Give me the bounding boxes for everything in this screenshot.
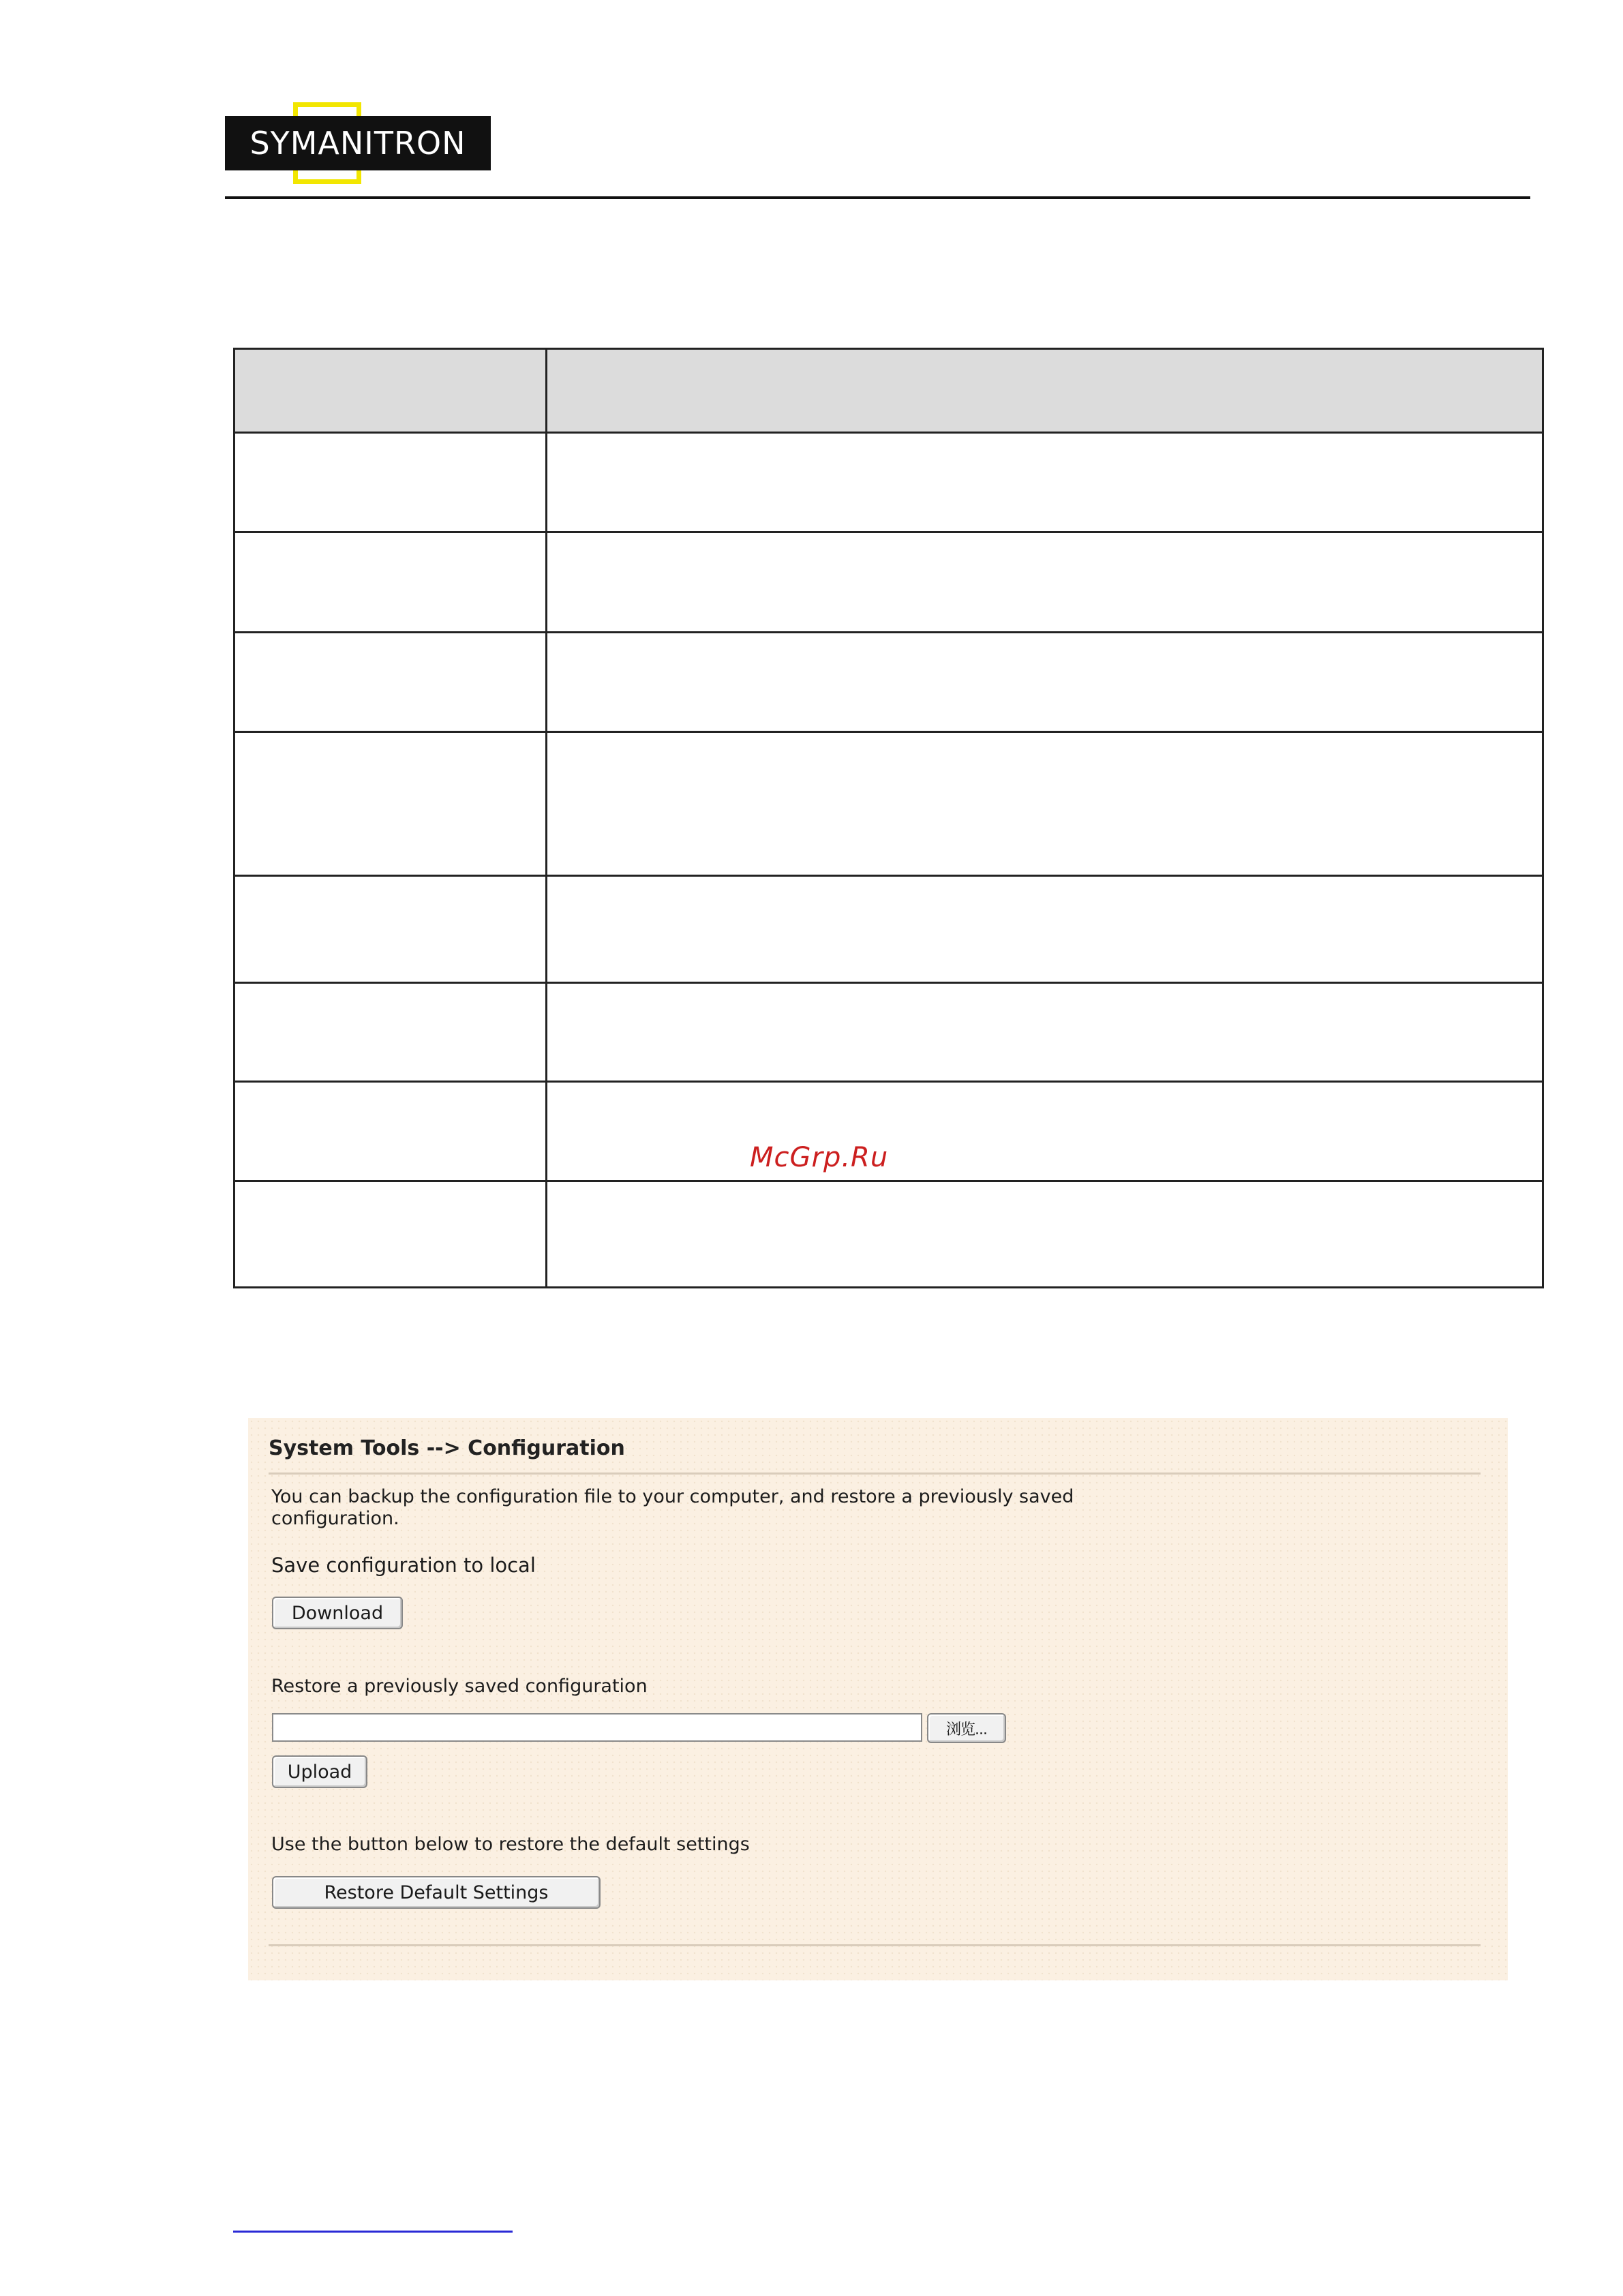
table-row xyxy=(234,732,1543,876)
symanitron-logo xyxy=(225,102,491,184)
logo-text: SYMANITRON xyxy=(249,125,466,162)
table-cell xyxy=(234,732,547,876)
table-cell xyxy=(547,1081,1543,1181)
panel-title: System Tools --> Configuration xyxy=(269,1436,625,1460)
table-row xyxy=(234,982,1543,1081)
download-button[interactable]: Download xyxy=(272,1597,403,1629)
parameter-table xyxy=(233,348,1544,1288)
table-cell xyxy=(234,632,547,732)
panel-divider-top xyxy=(269,1472,1481,1475)
table-header-cell-2 xyxy=(547,349,1543,433)
table-row xyxy=(234,876,1543,983)
table-cell xyxy=(234,1181,547,1288)
table-row xyxy=(234,632,1543,732)
footer-link-underline[interactable] xyxy=(233,2231,513,2233)
logo-black-bar xyxy=(225,116,491,170)
configuration-panel xyxy=(248,1418,1508,1980)
config-file-input[interactable] xyxy=(272,1713,922,1742)
header-divider xyxy=(225,196,1530,199)
table-header-row xyxy=(234,349,1543,433)
table-row xyxy=(234,1181,1543,1288)
table-header-cell-1 xyxy=(234,349,547,433)
table-cell xyxy=(547,532,1543,633)
panel-divider-bottom xyxy=(269,1944,1481,1946)
table-cell xyxy=(547,432,1543,532)
restore-default-label: Use the button below to restore the default settings xyxy=(271,1834,750,1855)
table-cell xyxy=(547,1181,1543,1288)
panel-description: You can backup the configuration file to your computer, and restore a previously saved configuration. xyxy=(271,1486,1074,1529)
save-config-label: Save configuration to local xyxy=(271,1554,536,1577)
table-cell xyxy=(234,532,547,633)
browse-button[interactable]: 浏览... xyxy=(927,1713,1006,1743)
restore-config-label: Restore a previously saved configuration xyxy=(271,1676,648,1697)
table-row xyxy=(234,432,1543,532)
table-cell xyxy=(547,732,1543,876)
table-cell xyxy=(547,632,1543,732)
table-cell xyxy=(547,982,1543,1081)
table-cell xyxy=(547,876,1543,983)
table-cell xyxy=(234,876,547,983)
table-cell xyxy=(234,1081,547,1181)
table-row xyxy=(234,1081,1543,1181)
watermark-text: McGrp.Ru xyxy=(750,1142,889,1173)
table-cell xyxy=(234,432,547,532)
restore-default-settings-button[interactable]: Restore Default Settings xyxy=(272,1876,601,1909)
table-row xyxy=(234,532,1543,633)
upload-button[interactable]: Upload xyxy=(272,1755,367,1788)
table-cell xyxy=(234,982,547,1081)
